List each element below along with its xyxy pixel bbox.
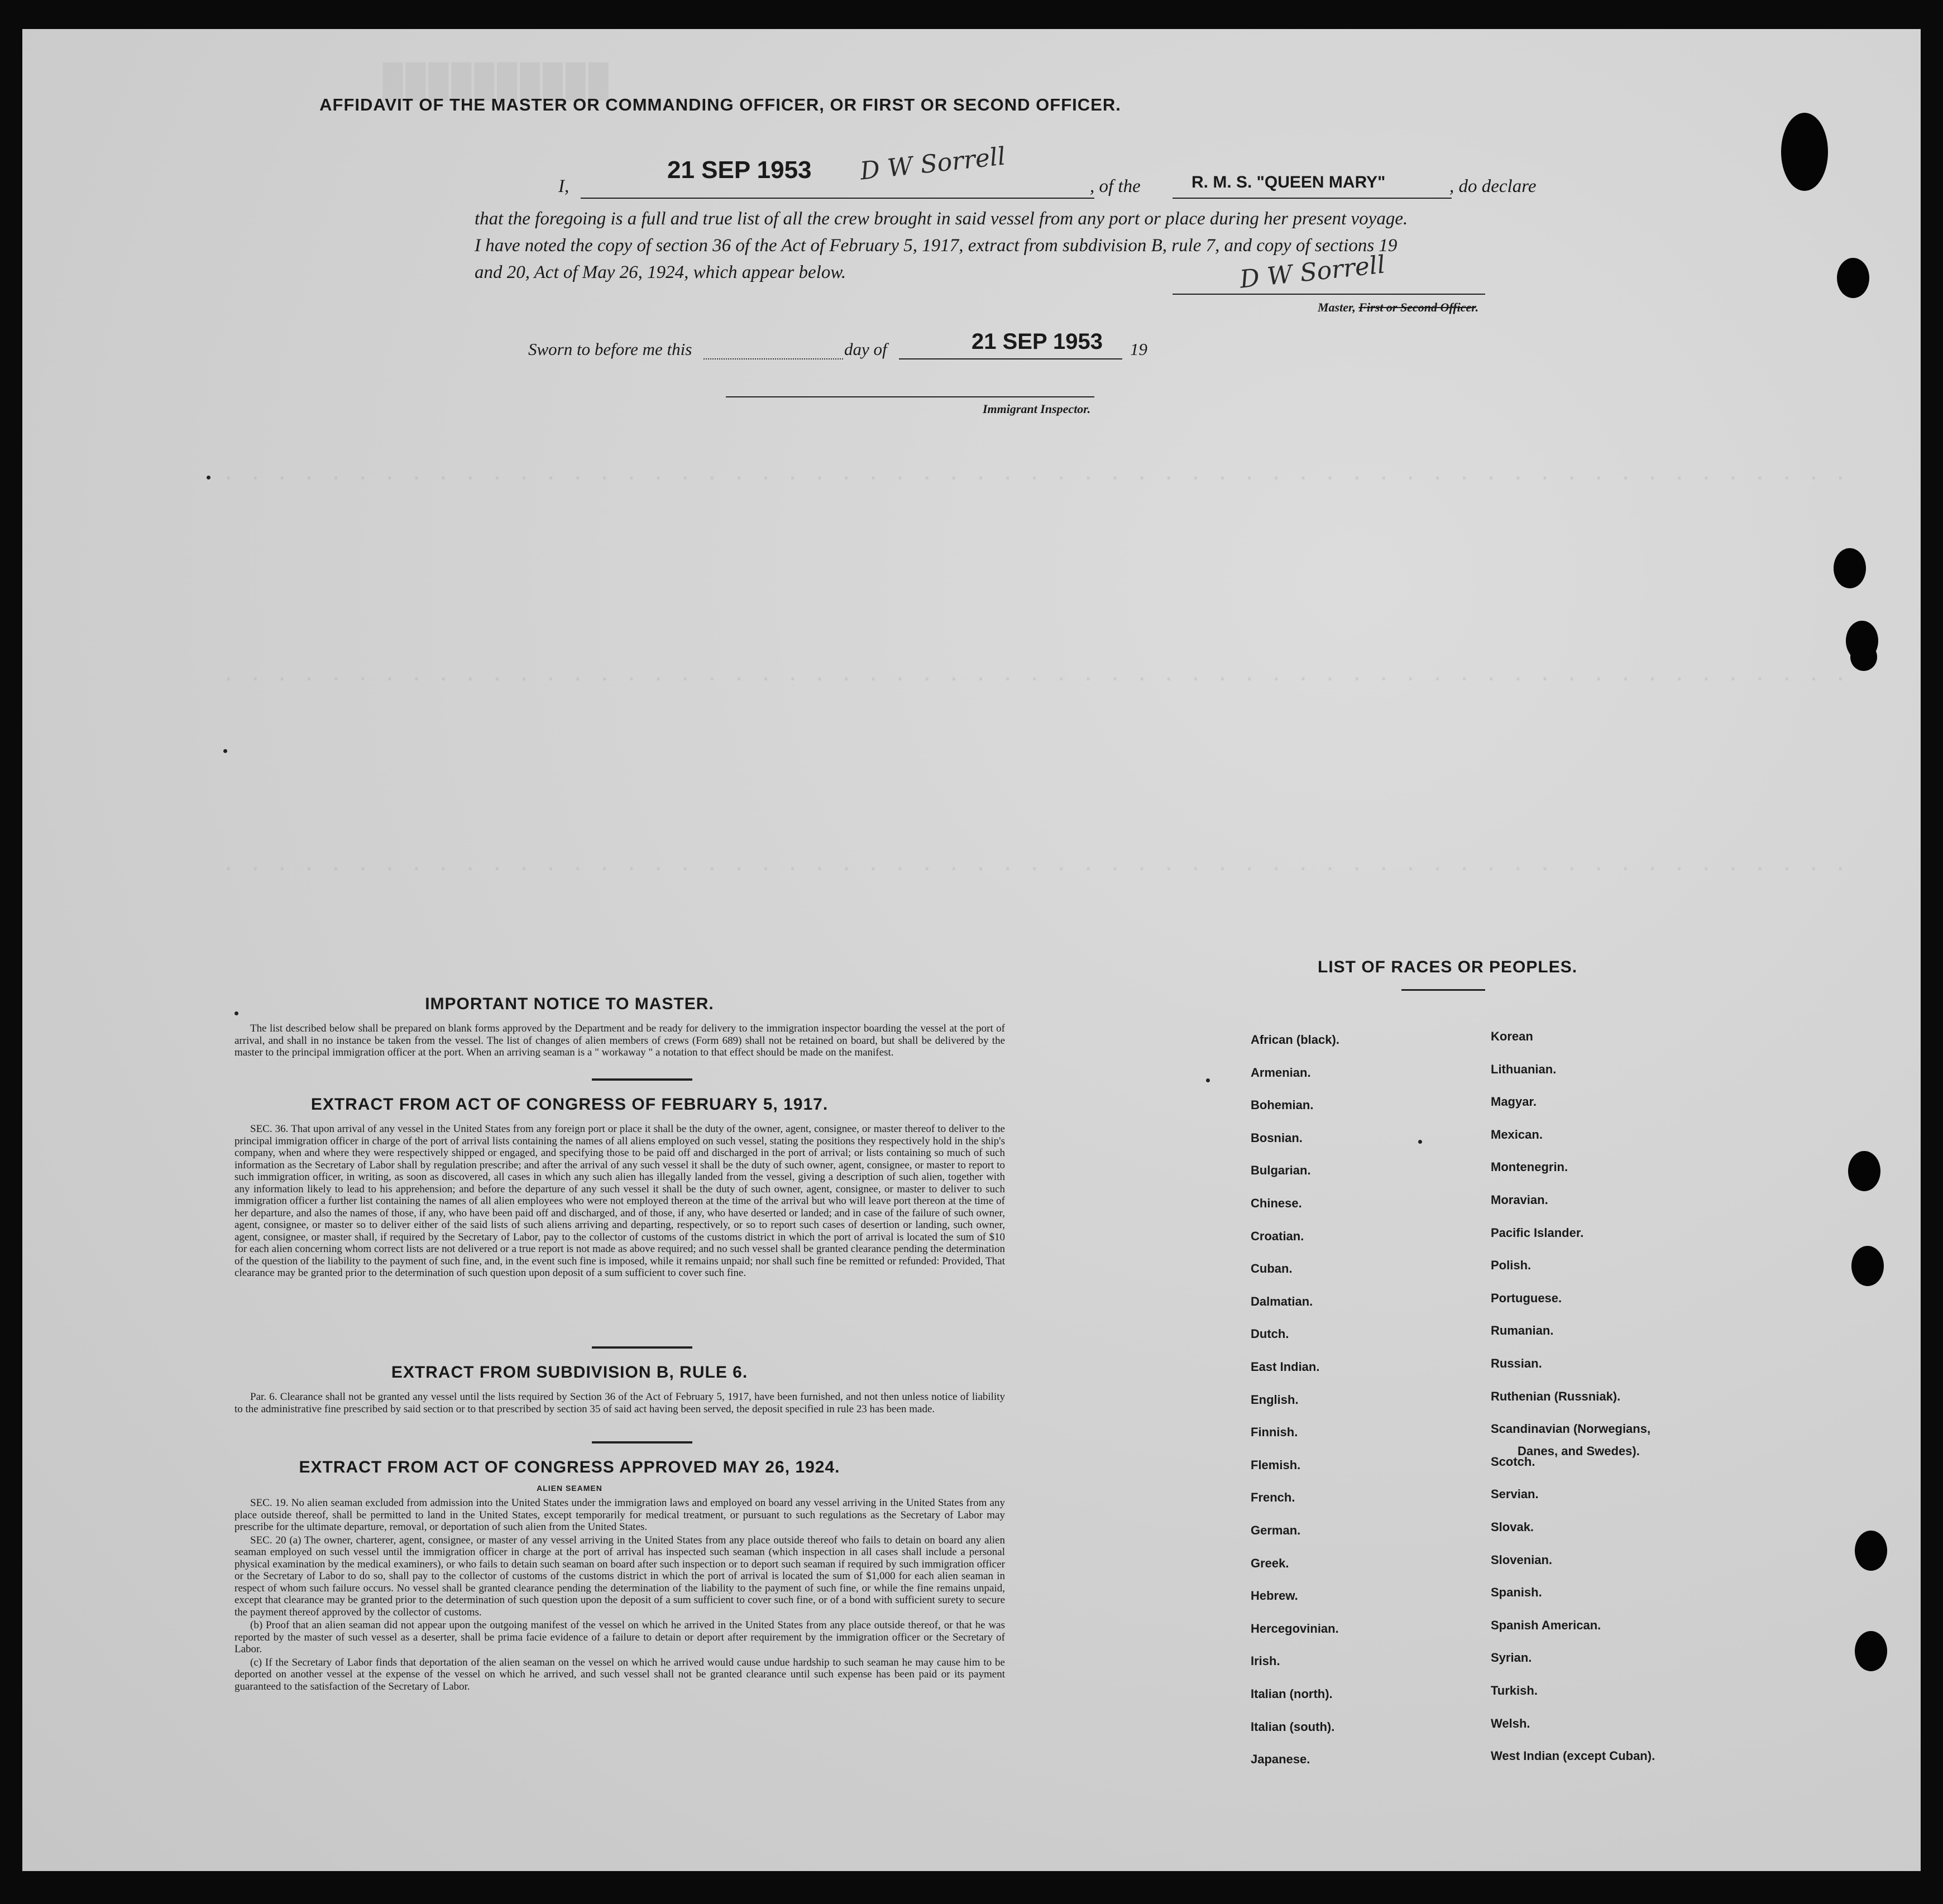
race-item: Finnish. xyxy=(1251,1425,1298,1439)
race-item: Hebrew. xyxy=(1251,1589,1298,1603)
race-item: Scandinavian (Norwegians, xyxy=(1491,1422,1651,1436)
master-signature-line xyxy=(1172,294,1485,295)
sworn-day-line xyxy=(704,358,843,359)
extract-1924-text xyxy=(234,1497,1005,1694)
alien-seamen-subtitle: ALIEN SEAMEN xyxy=(537,1484,602,1493)
bleed-through-header: ██████████ xyxy=(380,63,609,100)
race-item: Slovak. xyxy=(1491,1520,1534,1534)
punch-hole xyxy=(1848,1151,1880,1191)
affidavit-line-2: that the foregoing is a full and true list of all the crew brought in said vessel from any port or place during her present voyage. xyxy=(475,209,1408,229)
inspector-label: Immigrant Inspector. xyxy=(983,402,1091,416)
section-rule xyxy=(592,1441,692,1443)
master-label-group xyxy=(1318,300,1478,315)
race-item: Greek. xyxy=(1251,1556,1289,1570)
do-declare-label: , do declare xyxy=(1449,176,1537,196)
sec-20b-paragraph: (b) Proof that an alien seaman did not appear upon the outgoing manifest of the vessel on which he arrived in the United States from any place outside thereof, or that he was reported by the master of such vessel as a deserter, shall be prima facie evidence of a failure to detain or deport after requirement by the immigration officer or the Secretary of Labor. xyxy=(234,1619,1005,1655)
sworn-month-line xyxy=(899,358,1122,359)
race-item-scandinavian-cont: Danes, and Swedes). xyxy=(1518,1444,1640,1458)
sworn-label: Sworn to before me this xyxy=(528,339,692,359)
par-6-paragraph: Par. 6. Clearance shall not be granted any vessel until the lists required by Section 36 of the Act of February 5, 1917, have been furnished, and not then unless notice of liability to the administrative fine prescribed by said section or to that prescribed by section 35 of said act having been served, the deposit specified in rule 23 has been made. xyxy=(234,1391,1005,1415)
race-item: Lithuanian. xyxy=(1491,1062,1557,1076)
race-item: Flemish. xyxy=(1251,1458,1301,1472)
date-stamp: 21 SEP 1953 xyxy=(667,156,812,184)
race-item: Slovenian. xyxy=(1491,1553,1553,1567)
section-36-paragraph: SEC. 36. That upon arrival of any vessel in the United States from any foreign port or place it shall be the duty of the owner, agent, consignee, or master thereof to deliver to the principal immigration officer in charge of the port of arrival lists containing the names of all aliens employed on such vessel, stating the positions they respectively hold in the ship's company, when and where they were respectively shipped or engaged, and specifying those to be paid off and discharged in the port of arrival; or lists containing so much of such information as the Secretary of Labor shall by regulation prescribe; and after the arrival of any such vessel it shall be the duty of such owner, agent, consignee, or master to report to such immigration officer, in writing, as soon as discovered, all cases in which any such alien has illegally landed from the vessel, giving a description of such alien, together with any information likely to lead to his apprehension; and before the departure of any such vessel it shall be the duty of such owner, agent, consignee, or master to deliver to such immigration officer a further list containing the names of all alien employees who were not employed thereon at the time of the arrival but who will leave port thereon at the time of her departure, and also the names of those, if any, who have been paid off and discharged, and of those, if any, who have deserted or landed; and in case of the failure of such owner, agent, consignee, or master so to deliver either of the said lists of such aliens arriving and departing, respectively, or so to report such cases of desertion or landing, such owner, agent, consignee, or master shall, if required by the Secretary of Labor, pay to the collector of customs of the customs district in which the port of arrival is located the sum of $10 for each alien concerning whom correct lists are not delivered or a true report is not made as above required; and no such vessel shall be granted clearance pending the determination of the question of the liability to the payment of such fine, and, in the event such fine is imposed, while it remains unpaid; nor shall such fine be remitted or refunded: Provided, That clearance may be granted prior to the determination of such question upon deposit of a sum sufficient to cover such fine. xyxy=(234,1123,1005,1279)
race-item: Chinese. xyxy=(1251,1196,1302,1210)
ink-dot xyxy=(223,749,227,753)
punch-hole xyxy=(1850,643,1877,671)
race-item: Dalmatian. xyxy=(1251,1294,1313,1308)
punch-hole xyxy=(1855,1531,1887,1571)
struck-officer-label: First or Second Officer xyxy=(1358,300,1476,314)
ink-dot xyxy=(1418,1140,1422,1144)
notice-text xyxy=(234,1023,1005,1060)
punch-hole xyxy=(1837,258,1869,298)
extract-1917-title: EXTRACT FROM ACT OF CONGRESS OF FEBRUARY 5, 1917. xyxy=(310,1095,829,1114)
race-item: Pacific Islander. xyxy=(1491,1226,1584,1240)
punch-hole xyxy=(1855,1631,1887,1671)
sworn-date-stamp: 21 SEP 1953 xyxy=(972,329,1103,354)
sec-20a-paragraph: SEC. 20 (a) The owner, charterer, agent, consignee, or master of any vessel arriving in the United States from any place outside thereof who fails to detain on board any alien seaman employed on such vessel until the immigration officer in charge at the port of arrival has inspected such seaman (which inspection in all cases shall include a personal physical examination by the medical examiners), or who fails to detain such seaman on board after such inspection or to deport such seaman if required by such immigration officer or the Secretary of Labor to do so, shall pay to the collector of customs of the customs district in which the port of arrival is located the sum of $1,000 for each alien seaman in respect of whom such failure occurs. No vessel shall be granted clearance pending the determination of the liability to the payment of such fine, or while the fine remains unpaid, except that clearance may be granted prior to the determination of such question upon the deposit of a sum sufficient to cover such fine, or of a bond with sufficient surety to secure the payment thereof approved by the collector of customs. xyxy=(234,1534,1005,1618)
affidavit-line-3: I have noted the copy of section 36 of the Act of February 5, 1917, extract from subdivision B, rule 7, and copy of sections 19 xyxy=(475,236,1398,256)
ink-dot xyxy=(234,1011,238,1015)
race-item: Dutch. xyxy=(1251,1327,1289,1341)
race-item: Spanish. xyxy=(1491,1585,1542,1599)
race-item: Hercegovinian. xyxy=(1251,1622,1339,1636)
affidavit-title: AFFIDAVIT OF THE MASTER OR COMMANDING OFFICER, OR FIRST OR SECOND OFFICER. xyxy=(319,95,1121,114)
punch-hole xyxy=(1834,548,1866,588)
races-title-rule xyxy=(1401,989,1485,991)
race-item: English. xyxy=(1251,1393,1299,1407)
subdivision-b-title: EXTRACT FROM SUBDIVISION B, RULE 6. xyxy=(391,1363,748,1382)
race-item: Russian. xyxy=(1491,1356,1542,1370)
races-list-title: LIST OF RACES OR PEOPLES. xyxy=(1318,958,1578,976)
sworn-year: 19 xyxy=(1130,339,1147,359)
of-the-label: , of the xyxy=(1090,176,1141,196)
sec-20c-paragraph: (c) If the Secretary of Labor finds that deportation of the alien seaman on the vessel on which he arrived would cause undue hardship to such seaman he may cause him to be deported on another vessel at the expense of the vessel on which he arrived, and such vessel shall not be granted clearance until such expense has been paid or its payment guaranteed to the satisfaction of the Secretary of Labor. xyxy=(234,1656,1005,1692)
notice-title: IMPORTANT NOTICE TO MASTER. xyxy=(425,995,714,1013)
race-item: Japanese. xyxy=(1251,1752,1310,1766)
race-item: Korean xyxy=(1491,1029,1533,1043)
bleed-through-row: . . . . . . . . . . . . . . . . . . . . . . . . . . . . . . . . . . . . . . . . . . . . . . . . . . . . . . . . . . . . . xyxy=(223,464,1849,484)
officer-signature: D W Sorrell xyxy=(859,142,1007,186)
race-item: Italian (south). xyxy=(1251,1720,1335,1734)
race-item: Montenegrin. xyxy=(1491,1160,1568,1174)
document-sheet xyxy=(22,29,1921,1871)
race-item: Italian (north). xyxy=(1251,1687,1333,1701)
extract-1924-title: EXTRACT FROM ACT OF CONGRESS APPROVED MAY 26, 1924. xyxy=(299,1458,840,1476)
subdivision-b-text xyxy=(234,1391,1005,1416)
race-item: Bosnian. xyxy=(1251,1131,1303,1145)
punch-hole xyxy=(1781,113,1828,191)
ink-dot xyxy=(207,476,210,479)
bleed-through-row: . . . . . . . . . . . . . . . . . . . . . . . . . . . . . . . . . . . . . . . . . . . . . . . . . . . . . . . . . . . . . xyxy=(223,855,1849,875)
master-label-end: . xyxy=(1475,300,1479,314)
race-item: Scotch. xyxy=(1491,1455,1535,1469)
race-item: Servian. xyxy=(1491,1487,1539,1501)
race-item: German. xyxy=(1251,1523,1301,1537)
name-line xyxy=(581,198,1094,199)
ink-dot xyxy=(1206,1078,1210,1082)
race-item: Bohemian. xyxy=(1251,1098,1314,1112)
section-rule xyxy=(592,1346,692,1349)
notice-paragraph: The list described below shall be prepared on blank forms approved by the Department and be ready for delivery to the immigration inspector boarding the vessel at the port of arrival, and shall in no instance be taken from the vessel. The list of changes of alien members of crews (Form 689) shall not be retained on board, but shall be delivered by the master to the principal immigration officer at the port. When an arriving seaman is a " workaway " a notation to that effect should be made on the manifest. xyxy=(234,1023,1005,1058)
bleed-through-row: . . . . . . . . . . . . . . . . . . . . . . . . . . . . . . . . . . . . . . . . . . . . . . . . . . . . . . . . . . . . . xyxy=(223,665,1849,685)
race-item: Irish. xyxy=(1251,1654,1280,1668)
vessel-line xyxy=(1172,198,1452,199)
master-label: Master, xyxy=(1318,300,1356,314)
sec-19-paragraph: SEC. 19. No alien seaman excluded from admission into the United States under the immigration laws and employed on board any vessel arriving in the United States from any place outside thereof, shall be permitted to land in the United States, except temporarily for medical treatment, or pursuant to such regulations as the Secretary of Labor may prescribe for the ultimate departure, removal, or deportation of such alien from the United States. xyxy=(234,1497,1005,1533)
race-item: Syrian. xyxy=(1491,1651,1532,1665)
race-item: East Indian. xyxy=(1251,1360,1320,1374)
affidavit-i-label: I, xyxy=(558,176,570,196)
race-item: Cuban. xyxy=(1251,1262,1293,1275)
race-item: Mexican. xyxy=(1491,1128,1543,1142)
race-item: Portuguese. xyxy=(1491,1291,1562,1305)
race-item: Polish. xyxy=(1491,1258,1532,1272)
race-item: Turkish. xyxy=(1491,1684,1538,1697)
section-rule xyxy=(592,1078,692,1081)
race-item: French. xyxy=(1251,1490,1295,1504)
race-item: Bulgarian. xyxy=(1251,1163,1311,1177)
race-item: Spanish American. xyxy=(1491,1618,1601,1632)
inspector-signature-line xyxy=(726,396,1094,397)
punch-hole xyxy=(1851,1246,1884,1286)
vessel-name: R. M. S. "QUEEN MARY" xyxy=(1191,173,1386,191)
race-item: Welsh. xyxy=(1491,1716,1530,1730)
day-of-label: day of xyxy=(844,339,887,359)
race-item: Magyar. xyxy=(1491,1095,1537,1109)
race-item: Rumanian. xyxy=(1491,1323,1554,1337)
race-item: Ruthenian (Russniak). xyxy=(1491,1389,1621,1403)
race-item: Moravian. xyxy=(1491,1193,1548,1207)
master-signature: D W Sorrell xyxy=(1238,250,1387,294)
race-item: Croatian. xyxy=(1251,1229,1304,1243)
extract-1917-text xyxy=(234,1123,1005,1280)
race-item: Armenian. xyxy=(1251,1066,1311,1080)
affidavit-line-4: and 20, Act of May 26, 1924, which appear below. xyxy=(475,262,846,282)
race-item: West Indian (except Cuban). xyxy=(1491,1749,1655,1763)
race-item: African (black). xyxy=(1251,1033,1339,1047)
